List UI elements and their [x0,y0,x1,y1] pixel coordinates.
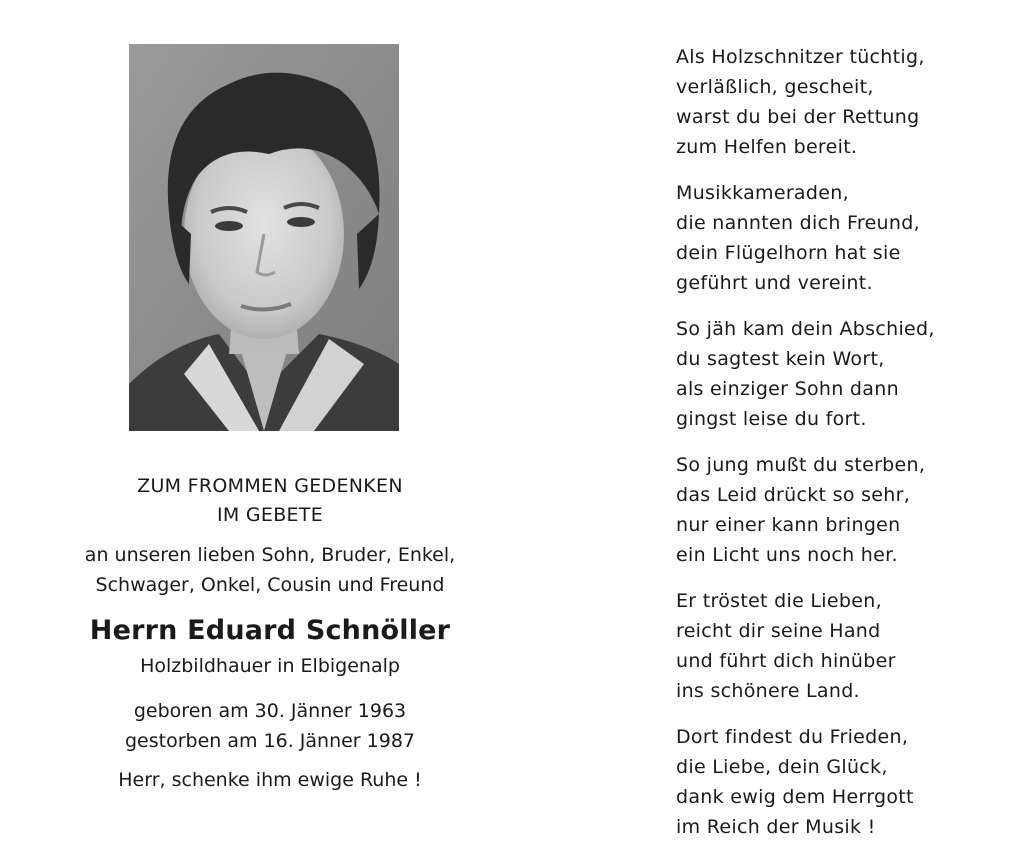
poem-line: Als Holzschnitzer tüchtig, [676,46,925,68]
poem-line: im Reich der Musik ! [676,816,876,838]
poem-line: Musikkameraden, [676,182,849,204]
poem-line: als einziger Sohn dann [676,378,899,400]
poem-line: dein Flügelhorn hat sie [676,242,901,264]
dedication-text [40,540,500,600]
portrait-photo [129,44,399,431]
poem-line: die Liebe, dein Glück, [676,756,888,778]
poem-line: dank ewig dem Herrgott [676,786,914,808]
poem-line: geführt und vereint. [676,272,873,294]
poem-stanza [676,314,1006,434]
memorial-heading [40,472,500,530]
poem-line: gingst leise du fort. [676,408,867,430]
poem-stanza [676,586,1006,706]
heading-line: ZUM FROMMEN GEDENKEN [137,475,403,497]
poem-line: warst du bei der Rettung [676,106,920,128]
poem-line: Er tröstet die Lieben, [676,590,882,612]
poem-line: reicht dir seine Hand [676,620,881,642]
poem-line: ein Licht uns noch her. [676,544,898,566]
poem-line: ins schönere Land. [676,680,860,702]
poem-line: und führt dich hinüber [676,650,896,672]
heading-line: IM GEBETE [216,504,324,526]
prayer-line: Herr, schenke ihm ewige Ruhe ! [118,769,422,791]
poem-line: So jäh kam dein Abschied, [676,318,935,340]
death-date: gestorben am 16. Jänner 1987 [124,730,416,752]
poem-line: So jung mußt du sterben, [676,454,926,476]
poem-stanza [676,178,1006,298]
poem-line: zum Helfen bereit. [676,136,858,158]
dedication-line: an unseren lieben Sohn, Bruder, Enkel, [84,544,456,566]
deceased-name: Herrn Eduard Schnöller [89,615,451,646]
life-dates [40,696,500,756]
poem [676,42,1006,858]
poem-line: verläßlich, gescheit, [676,76,874,98]
poem-line: die nannten dich Freund, [676,212,920,234]
poem-line: du sagtest kein Wort, [676,348,885,370]
poem-stanza [676,450,1006,570]
poem-stanza [676,722,1006,842]
birth-date: geboren am 30. Jänner 1963 [133,700,407,722]
occupation: Holzbildhauer in Elbigenalp [140,655,400,677]
poem-stanza [676,42,1006,162]
poem-line: das Leid drückt so sehr, [676,484,911,506]
left-panel [40,0,500,853]
poem-line: Dort findest du Frieden, [676,726,909,748]
dedication-line: Schwager, Onkel, Cousin und Freund [95,574,445,596]
poem-line: nur einer kann bringen [676,514,901,536]
